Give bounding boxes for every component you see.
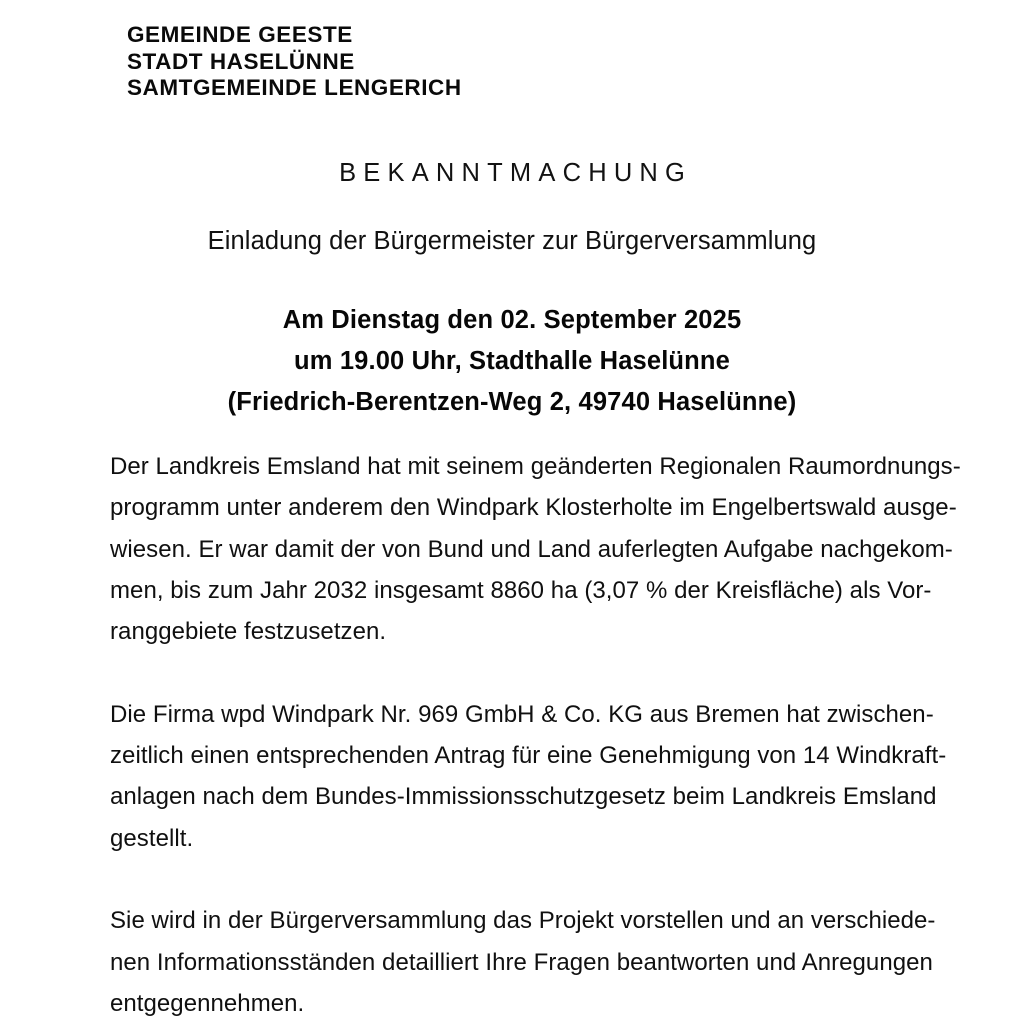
body-text [110,446,961,1024]
paragraph-1-line-5: ranggebiete festzusetzen. [110,618,387,646]
notice-subtitle: Einladung der Bürgermeister zur Bürgerversammlung [207,227,817,255]
paragraph-1-line-2: programm unter anderem den Windpark Klosterholte im Engelbertswald ausge- [110,494,957,522]
paragraph-1 [110,446,961,652]
notice-title: BEKANNTMACHUNG [339,159,693,187]
paragraph-1-line-1: Der Landkreis Emsland hat mit seinem geänderten Regionalen Raumordnungs- [110,453,961,480]
event-address-line: (Friedrich-Berentzen-Weg 2, 49740 Haselünne) [227,388,797,416]
event-details-block [0,300,1024,423]
letterhead-line-2: STADT HASELÜNNE [127,48,355,74]
paragraph-2-line-1: Die Firma wpd Windpark Nr. 969 GmbH & Co. KG aus Bremen hat zwischen- [110,700,934,728]
paragraph-2-line-3: anlagen nach dem Bundes-Immissionsschutzgesetz beim Landkreis Emsland [110,783,937,811]
letterhead-line-1: GEMEINDE GEESTE [127,22,353,47]
paragraph-3-line-3: entgegennehmen. [110,989,305,1017]
paragraph-3-line-1: Sie wird in der Bürgerversammlung das Projekt vorstellen und an verschiede- [110,907,936,935]
event-time-venue-line: um 19.00 Uhr, Stadthalle Haselünne [294,347,730,375]
paragraph-3-line-2: nen Informationsständen detailliert Ihre Fragen beantworten und Anregungen [110,948,933,976]
paragraph-2 [110,694,947,859]
paragraph-3 [110,900,936,1024]
paragraph-1-line-4: men, bis zum Jahr 2032 insgesamt 8860 ha (3,07 % der Kreisfläche) als Vor- [110,576,932,604]
letterhead-line-3: SAMTGEMEINDE LENGERICH [127,75,462,100]
event-date-line: Am Dienstag den 02. September 2025 [282,306,742,334]
letterhead [127,22,827,102]
paragraph-2-line-4: gestellt. [110,824,194,852]
paragraph-1-line-3: wiesen. Er war damit der von Bund und Land auferlegten Aufgabe nachgekom- [110,535,953,563]
paragraph-2-line-2: zeitlich einen entsprechenden Antrag für eine Genehmigung von 14 Windkraft- [110,742,947,770]
